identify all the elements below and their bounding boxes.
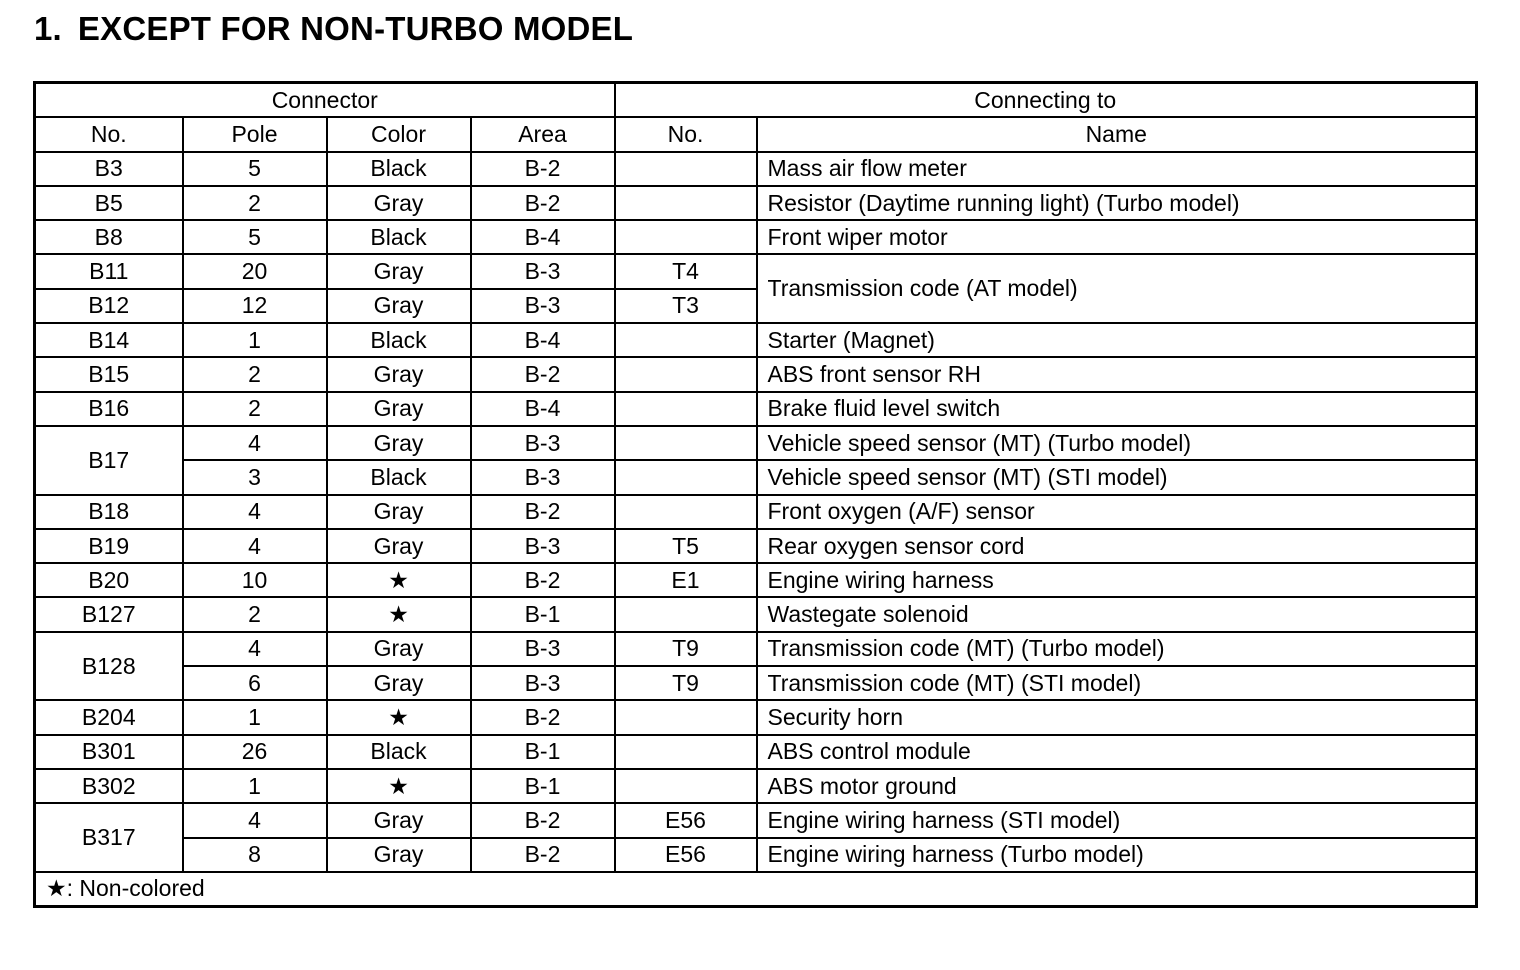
connector-no-cell: B17 [35,426,183,495]
footnote-row [35,872,1477,907]
color-cell: Black [327,735,471,769]
connecting-name-cell: Vehicle speed sensor (MT) (Turbo model) [757,426,1477,460]
column-header-row [35,117,1477,151]
color-cell: Black [327,220,471,254]
color-cell: Gray [327,838,471,872]
pole-cell: 2 [183,357,327,391]
connecting-name-cell: Brake fluid level switch [757,392,1477,426]
color-cell: Gray [327,392,471,426]
pole-cell: 4 [183,529,327,563]
column-header-pole: Pole [183,117,327,151]
pole-cell: 10 [183,563,327,597]
pole-cell: 4 [183,495,327,529]
column-header-connecting-no: No. [615,117,757,151]
connecting-name-cell: Mass air flow meter [757,152,1477,186]
connector-no-cell: B12 [35,289,183,323]
connector-no-cell: B302 [35,769,183,803]
pole-cell: 8 [183,838,327,872]
color-cell: Black [327,460,471,494]
connecting-no-cell [615,495,757,529]
connecting-name-cell: Vehicle speed sensor (MT) (STI model) [757,460,1477,494]
pole-cell: 1 [183,769,327,803]
color-cell: Gray [327,495,471,529]
connecting-name-cell: Security horn [757,700,1477,734]
connecting-no-cell [615,460,757,494]
connecting-name-cell: Starter (Magnet) [757,323,1477,357]
area-cell: B-3 [471,529,615,563]
connecting-no-cell: T4 [615,254,757,288]
connecting-name-cell: Transmission code (AT model) [757,254,1477,323]
pole-cell: 26 [183,735,327,769]
column-header-area: Area [471,117,615,151]
table-row [35,838,1477,872]
pole-cell: 5 [183,220,327,254]
connector-no-cell: B5 [35,186,183,220]
connecting-no-cell: T9 [615,666,757,700]
table-row [35,254,1477,288]
connecting-name-cell: Wastegate solenoid [757,597,1477,631]
table-row [35,803,1477,837]
table-row [35,632,1477,666]
connecting-to-group-header: Connecting to [615,83,1477,118]
area-cell: B-2 [471,563,615,597]
pole-cell: 4 [183,426,327,460]
connecting-no-cell: T5 [615,529,757,563]
connecting-name-cell: Engine wiring harness [757,563,1477,597]
color-cell: Black [327,323,471,357]
pole-cell: 4 [183,632,327,666]
connecting-no-cell [615,735,757,769]
table-row [35,735,1477,769]
table-row [35,460,1477,494]
area-cell: B-4 [471,220,615,254]
connecting-no-cell [615,426,757,460]
table-row [35,563,1477,597]
area-cell: B-3 [471,254,615,288]
connector-no-cell: B301 [35,735,183,769]
color-cell: Gray [327,803,471,837]
section-title: EXCEPT FOR NON-TURBO MODEL [77,10,634,47]
column-header-name: Name [757,117,1477,151]
pole-cell: 1 [183,323,327,357]
connector-no-cell: B15 [35,357,183,391]
table-row [35,152,1477,186]
connector-no-cell: B19 [35,529,183,563]
area-cell: B-4 [471,323,615,357]
connector-no-cell: B127 [35,597,183,631]
area-cell: B-2 [471,838,615,872]
color-cell: Gray [327,426,471,460]
connector-no-cell: B20 [35,563,183,597]
connecting-name-cell: ABS motor ground [757,769,1477,803]
area-cell: B-3 [471,460,615,494]
area-cell: B-2 [471,495,615,529]
connecting-name-cell: Front wiper motor [757,220,1477,254]
connecting-name-cell: Rear oxygen sensor cord [757,529,1477,563]
table-row [35,700,1477,734]
column-header-no: No. [35,117,183,151]
area-cell: B-4 [471,392,615,426]
connecting-name-cell: Engine wiring harness (STI model) [757,803,1477,837]
pole-cell: 5 [183,152,327,186]
connecting-name-cell: Front oxygen (A/F) sensor [757,495,1477,529]
connecting-no-cell [615,152,757,186]
connector-no-cell: B11 [35,254,183,288]
table-row [35,186,1477,220]
area-cell: B-2 [471,357,615,391]
table-row [35,597,1477,631]
area-cell: B-1 [471,735,615,769]
area-cell: B-2 [471,152,615,186]
connector-no-cell: B3 [35,152,183,186]
connecting-name-cell: Transmission code (MT) (Turbo model) [757,632,1477,666]
area-cell: B-2 [471,186,615,220]
footnote-non-colored: ★: Non-colored [35,872,1477,907]
area-cell: B-3 [471,666,615,700]
pole-cell: 6 [183,666,327,700]
color-cell: ★ [327,700,471,734]
connecting-no-cell [615,220,757,254]
connector-no-cell: B14 [35,323,183,357]
pole-cell: 2 [183,186,327,220]
table-row [35,357,1477,391]
section-number: 1. [34,10,62,47]
connector-no-cell: B16 [35,392,183,426]
table-row [35,529,1477,563]
connecting-name-cell: Engine wiring harness (Turbo model) [757,838,1477,872]
connector-no-cell: B317 [35,803,183,872]
connecting-no-cell: E1 [615,563,757,597]
connector-group-header: Connector [35,83,615,118]
color-cell: Gray [327,666,471,700]
table-row [35,220,1477,254]
group-header-row [35,83,1477,118]
pole-cell: 4 [183,803,327,837]
color-cell: Black [327,152,471,186]
connecting-no-cell: E56 [615,803,757,837]
area-cell: B-2 [471,700,615,734]
connecting-no-cell [615,186,757,220]
column-header-color: Color [327,117,471,151]
connector-no-cell: B8 [35,220,183,254]
connecting-no-cell [615,769,757,803]
pole-cell: 20 [183,254,327,288]
pole-cell: 2 [183,392,327,426]
connecting-no-cell [615,700,757,734]
area-cell: B-3 [471,289,615,323]
connector-no-cell: B128 [35,632,183,701]
table-row [35,426,1477,460]
table-row [35,666,1477,700]
connecting-no-cell [615,323,757,357]
connecting-name-cell: ABS control module [757,735,1477,769]
table-row [35,392,1477,426]
connecting-no-cell [615,597,757,631]
pole-cell: 3 [183,460,327,494]
area-cell: B-3 [471,632,615,666]
table-row [35,769,1477,803]
connecting-no-cell [615,357,757,391]
color-cell: ★ [327,769,471,803]
connecting-no-cell [615,392,757,426]
color-cell: Gray [327,186,471,220]
area-cell: B-3 [471,426,615,460]
connector-no-cell: B204 [35,700,183,734]
connecting-name-cell: Resistor (Daytime running light) (Turbo model) [757,186,1477,220]
connecting-no-cell: E56 [615,838,757,872]
connector-table [33,81,1478,908]
pole-cell: 12 [183,289,327,323]
color-cell: ★ [327,597,471,631]
pole-cell: 1 [183,700,327,734]
color-cell: Gray [327,632,471,666]
connecting-no-cell: T9 [615,632,757,666]
table-row [35,495,1477,529]
connecting-no-cell: T3 [615,289,757,323]
color-cell: Gray [327,289,471,323]
pole-cell: 2 [183,597,327,631]
connector-no-cell: B18 [35,495,183,529]
table-row [35,323,1477,357]
page-title [34,10,633,48]
color-cell: Gray [327,357,471,391]
area-cell: B-2 [471,803,615,837]
connecting-name-cell: ABS front sensor RH [757,357,1477,391]
area-cell: B-1 [471,597,615,631]
color-cell: ★ [327,563,471,597]
area-cell: B-1 [471,769,615,803]
color-cell: Gray [327,254,471,288]
color-cell: Gray [327,529,471,563]
connecting-name-cell: Transmission code (MT) (STI model) [757,666,1477,700]
